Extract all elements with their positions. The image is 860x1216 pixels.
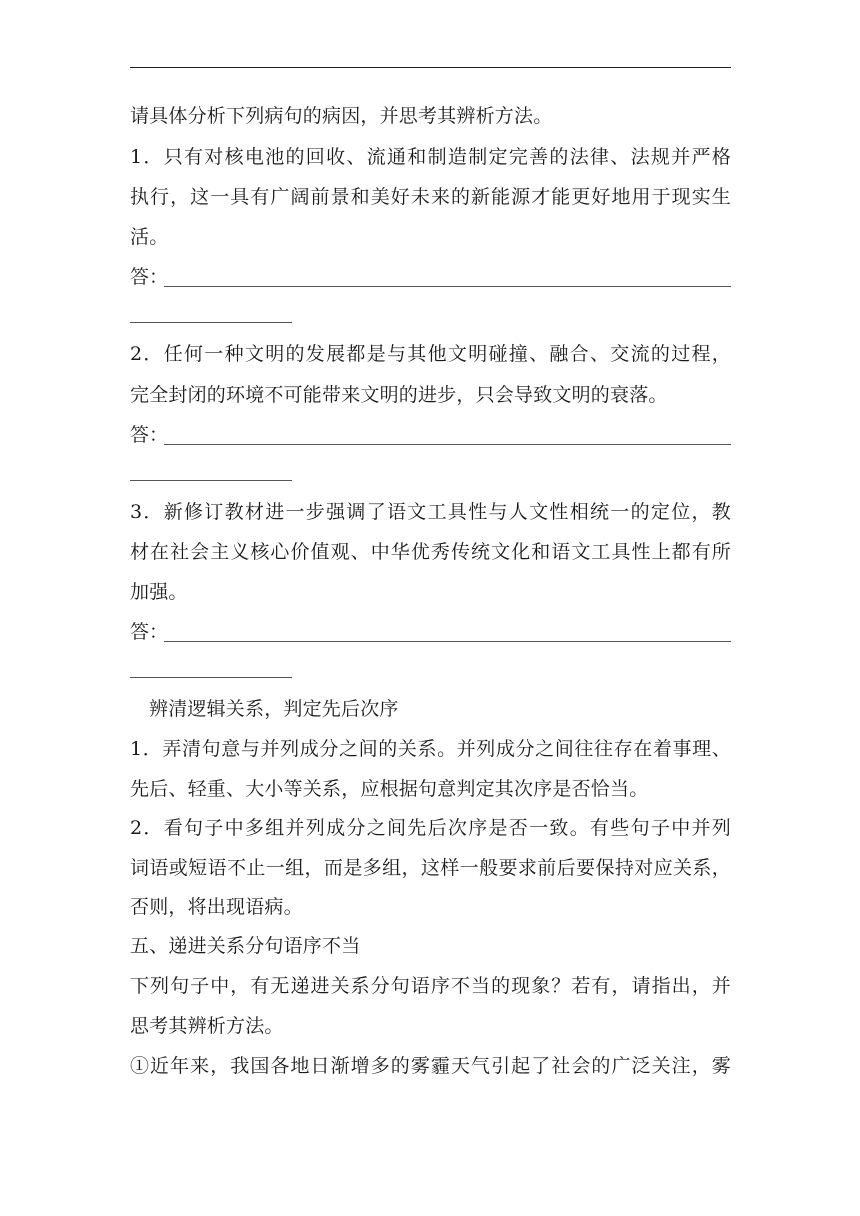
question-1-line-1: 1．只有对核电池的回收、流通和制造制定完善的法律、法规并严格 — [130, 146, 731, 168]
tip-item-2-line-2: 词语或短语不止一组，而是多组，这样一般要求前后要保持对应关系， — [130, 857, 731, 879]
header-rule — [130, 67, 731, 68]
question-3-line-3: 加强。 — [130, 581, 188, 603]
intro-text: 请具体分析下列病句的病因，并思考其辨析方法。 — [130, 105, 553, 127]
section-5-prompt-line-1: 下列句子中，有无递进关系分句语序不当的现象？若有，请指出，并 — [130, 975, 731, 997]
answer-blank — [164, 444, 731, 445]
answer-label: 答： — [130, 424, 169, 446]
question-1-line-3: 活。 — [130, 226, 169, 248]
section-5-title: 五、递进关系分句语序不当 — [130, 935, 361, 957]
answer-label: 答： — [130, 266, 169, 288]
tip-item-2-line-1: 2．看句子中多组并列成分之间先后次序是否一致。有些句子中并列 — [130, 817, 731, 839]
answer-blank — [164, 641, 731, 642]
tip-item-2-line-3: 否则，将出现语病。 — [130, 896, 303, 918]
tip-item-1-line-2: 先后、轻重、大小等关系，应根据句意判定其次序是否恰当。 — [130, 778, 649, 800]
answer-blank — [164, 286, 731, 287]
section-5-example-1: ①近年来，我国各地日渐增多的雾霾天气引起了社会的广泛关注，雾 — [130, 1055, 731, 1077]
answer-label: 答： — [130, 621, 169, 643]
section-5-prompt-line-2: 思考其辨析方法。 — [130, 1015, 284, 1037]
question-2-answer — [130, 423, 731, 449]
question-3-line-1: 3．新修订教材进一步强调了语文工具性与人文性相统一的定位，教 — [130, 501, 731, 523]
question-2-line-1: 2．任何一种文明的发展都是与其他文明碰撞、融合、交流的过程， — [130, 343, 731, 365]
question-3-line-2: 材在社会主义核心价值观、中华优秀传统文化和语文工具性上都有所 — [130, 541, 731, 563]
answer-blank-continuation — [130, 677, 292, 678]
tip-heading: 辨清逻辑关系，判定先后次序 — [149, 698, 399, 720]
tip-item-1-line-1: 1．弄清句意与并列成分之间的关系。并列成分之间往往存在着事理、 — [130, 738, 731, 760]
answer-blank-continuation — [130, 322, 292, 323]
question-3-answer — [130, 620, 731, 646]
question-1-answer — [130, 265, 731, 291]
answer-blank-continuation — [130, 480, 292, 481]
question-1-line-2: 执行，这一具有广阔前景和美好未来的新能源才能更好地用于现实生 — [130, 186, 731, 208]
question-2-line-2: 完全封闭的环境不可能带来文明的进步，只会导致文明的衰落。 — [130, 384, 668, 406]
